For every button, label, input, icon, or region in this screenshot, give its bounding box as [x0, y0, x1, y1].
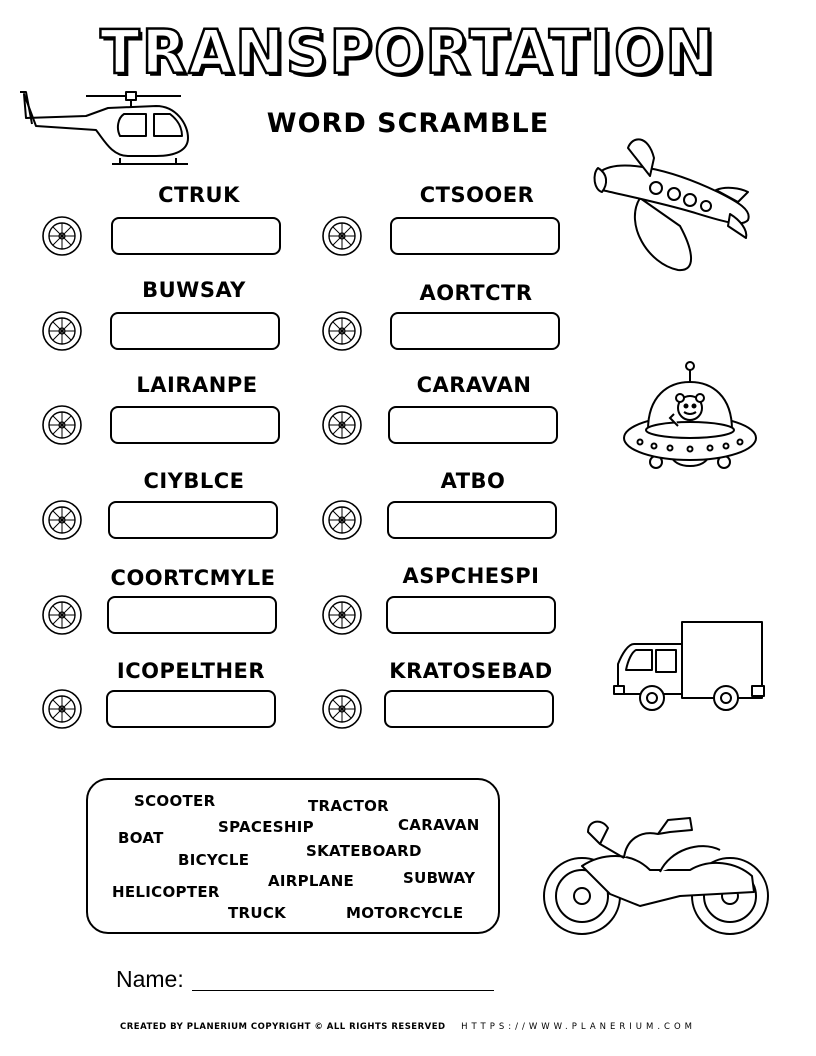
- scrambled-word: AORTCTR: [419, 281, 533, 305]
- word-bank-item: TRACTOR: [308, 797, 390, 815]
- wheel-icon: [42, 405, 82, 445]
- helicopter-icon: [16, 88, 192, 170]
- scrambled-word: ICOPELTHER: [116, 659, 266, 683]
- word-bank-item: SCOOTER: [134, 792, 216, 810]
- answer-box[interactable]: [388, 406, 558, 444]
- truck-icon: [612, 620, 766, 714]
- wheel-icon: [322, 405, 362, 445]
- footer: [0, 1022, 816, 1032]
- wheel-icon: [322, 595, 362, 635]
- word-bank-item: BICYCLE: [178, 851, 250, 869]
- scrambled-word: ASPCHESPI: [402, 564, 540, 588]
- wheel-icon: [322, 216, 362, 256]
- answer-box[interactable]: [110, 406, 280, 444]
- wheel-icon: [322, 311, 362, 351]
- worksheet-subtitle: WORD SCRAMBLE: [266, 108, 550, 139]
- wheel-icon: [42, 595, 82, 635]
- word-bank-item: SKATEBOARD: [306, 842, 422, 860]
- word-bank-item: AIRPLANE: [268, 872, 355, 890]
- answer-box[interactable]: [387, 501, 557, 539]
- scrambled-word: ATBO: [440, 469, 506, 493]
- answer-box[interactable]: [108, 501, 278, 539]
- answer-box[interactable]: [386, 596, 556, 634]
- word-bank-item: BOAT: [118, 829, 164, 847]
- word-bank-item: MOTORCYCLE: [346, 904, 464, 922]
- page-title: TRANSPORTATION: [100, 16, 716, 88]
- answer-box[interactable]: [110, 312, 280, 350]
- scrambled-word: LAIRANPE: [136, 373, 258, 397]
- wheel-icon: [42, 689, 82, 729]
- footer-url: HTTPS://WWW.PLANERIUM.COM: [461, 1022, 696, 1032]
- ufo-icon: [620, 356, 760, 492]
- scrambled-word: KRATOSEBAD: [389, 659, 553, 683]
- motorcycle-icon: [540, 810, 776, 940]
- scrambled-word: COORTCMYLE: [110, 566, 276, 590]
- scrambled-word: CARAVAN: [416, 373, 532, 397]
- name-line[interactable]: [192, 990, 494, 991]
- answer-box[interactable]: [384, 690, 554, 728]
- footer-credit: CREATED BY PLANERIUM COPYRIGHT © ALL RIGHTS RESERVED: [120, 1022, 446, 1032]
- answer-box[interactable]: [390, 312, 560, 350]
- answer-box[interactable]: [106, 690, 276, 728]
- wheel-icon: [322, 689, 362, 729]
- name-label: Name:: [116, 966, 184, 992]
- wheel-icon: [322, 500, 362, 540]
- word-bank-item: SPACESHIP: [218, 818, 314, 836]
- scrambled-word: CIYBLCE: [143, 469, 245, 493]
- scrambled-word: CTRUK: [158, 183, 240, 207]
- answer-box[interactable]: [111, 217, 281, 255]
- wheel-icon: [42, 216, 82, 256]
- scrambled-word: CTSOOER: [419, 183, 535, 207]
- scrambled-word: BUWSAY: [142, 278, 246, 302]
- word-bank-item: TRUCK: [228, 904, 287, 922]
- wheel-icon: [42, 500, 82, 540]
- word-bank-item: HELICOPTER: [112, 883, 220, 901]
- wheel-icon: [42, 311, 82, 351]
- word-bank-item: CARAVAN: [398, 816, 480, 834]
- word-bank-item: SUBWAY: [403, 869, 476, 887]
- answer-box[interactable]: [390, 217, 560, 255]
- airplane-icon: [588, 128, 764, 276]
- answer-box[interactable]: [107, 596, 277, 634]
